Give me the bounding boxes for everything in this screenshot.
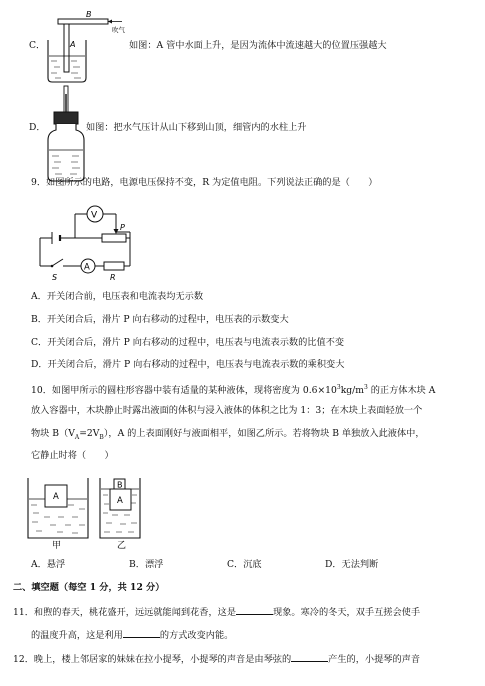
- q10-line-4: 它静止时将（ ）: [31, 450, 114, 461]
- caption-yi: 乙: [117, 541, 127, 551]
- fig-label-a: A: [70, 40, 76, 49]
- slider-label: P: [120, 223, 125, 232]
- q9-option-c: C．开关闭合后，滑片 P 向右移动的过程中，电压表与电流表示数的比值不变: [31, 337, 345, 348]
- q10-option-c: C．沉底: [227, 559, 262, 570]
- fig-label-b: B: [86, 10, 92, 19]
- q11-line-2: 的温度升高，这是利用 的方式改变内能。: [31, 627, 233, 643]
- barometer-bottle-figure: [44, 86, 129, 186]
- q9-option-d: D．开关闭合后，滑片 P 向右移动的过程中，电压表与电流表示数的乘积变大: [31, 359, 345, 370]
- q10-option-d: D．无法判断: [325, 559, 379, 570]
- section-2-title: 二、填空题（每空 1 分，共 12 分）: [13, 582, 165, 593]
- option-c-letter: C．: [29, 40, 46, 51]
- q11-line-1: 11．和煦的春天，桃花盛开，远远就能闻到花香，这是 现象。寒冷的冬天，双手互搓会使手: [13, 604, 420, 620]
- container-figures: [24, 468, 144, 550]
- fig-label-blow: 吹气: [112, 26, 125, 34]
- q10-line-1: 10．如图甲所示的圆柱形容器中装有适量的某种液体，现将密度为 $0.6\times 10^3kg/m^3$ 的正方体木块 A: [31, 384, 436, 397]
- block-a-label-2: A: [117, 496, 123, 506]
- q9-stem: 9．如图所示的电路，电源电压保持不变，R 为定值电阻。下列说法正确的是（ ）: [31, 177, 378, 188]
- q11-blank-2[interactable]: [123, 627, 160, 638]
- q12-blank-1[interactable]: [291, 651, 328, 662]
- q10-line-3: 物块 $B(V_A=2V_B)$，A 的上表面刚好与液面相平，如图乙所示。若将物块 B 单独放入此液体中，: [31, 428, 425, 441]
- caption-jia: 甲: [52, 541, 62, 551]
- block-b-label: B: [117, 480, 123, 490]
- q9-option-a: A．开关闭合前，电压表和电流表均无示数: [31, 291, 204, 302]
- option-d-text: 如图：把水气压计从山下移到山顶，细管内的水柱上升: [86, 122, 307, 133]
- voltmeter-label: V: [91, 210, 98, 221]
- q9-option-b: B．开关闭合后，滑片 P 向右移动的过程中，电压表的示数变大: [31, 314, 289, 325]
- resistor-label: R: [110, 273, 116, 282]
- q11-blank-1[interactable]: [236, 604, 273, 615]
- option-d-letter: D．: [29, 122, 46, 133]
- ammeter-label: A: [84, 262, 90, 273]
- q12-line-1: 12．晚上，楼上邻居家的妹妹在拉小提琴，小提琴的声音是由琴弦的 产生的，小提琴的声音: [13, 651, 420, 667]
- circuit-diagram: [30, 202, 140, 282]
- venturi-tube-figure: [44, 12, 134, 87]
- option-c-text: 如图：A 管中水面上升，是因为流体中流速越大的位置压强越大: [129, 40, 387, 51]
- q10-line-2: 放入容器中，木块静止时露出液面的体积与浸入液体的体积之比为 1：3；在木块上表面轻放一个: [31, 405, 423, 416]
- switch-label: S: [52, 273, 58, 282]
- q10-option-a: A．悬浮: [31, 559, 66, 570]
- q10-option-b: B．漂浮: [129, 559, 164, 570]
- block-a-label-1: A: [53, 492, 59, 502]
